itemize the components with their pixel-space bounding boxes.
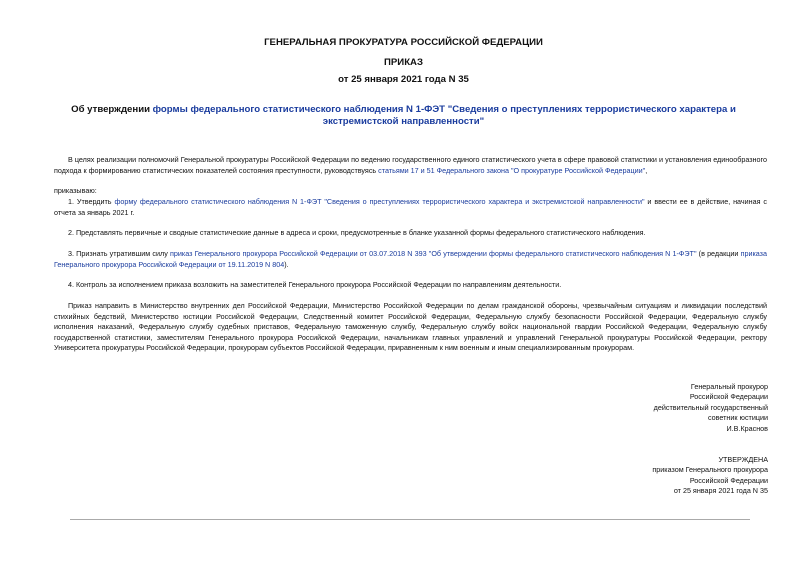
- approval-line-3: Российской Федерации: [689, 475, 768, 485]
- order-word: приказываю:: [54, 186, 97, 195]
- signature-line-4: советник юстиции: [707, 413, 768, 423]
- amending-order-link[interactable]: приказа Генерального прокурора Российской Федерации от 19.11.2019 N 804: [54, 249, 767, 269]
- approval-block: [568, 455, 768, 497]
- divider-line: [70, 519, 750, 520]
- title-prefix: Об утверждении: [71, 104, 153, 115]
- item-4: 4. Контроль за исполнением приказа возложить на заместителей Генерального прокурора Российской Федерации по направлениям деятельности.: [68, 280, 562, 289]
- item-3: [54, 249, 767, 270]
- title-form-link[interactable]: формы федерального статистического наблюдения N 1-ФЭТ "Сведения о преступлениях террористического характера и экстремистской направленности": [152, 104, 736, 127]
- signature-block: [568, 382, 768, 434]
- law-articles-link[interactable]: статьями 17 и 51 Федерального закона "О прокуратуре Российской Федерации": [378, 165, 646, 175]
- repealed-order-link[interactable]: приказ Генерального прокурора Российской Федерации от 03.07.2018 N 393 "Об утверждении формы федерального статистического наблюдения N 1-ФЭТ": [169, 249, 697, 258]
- signature-line-3: действительный государственный: [653, 402, 768, 412]
- preamble-suffix: ,: [645, 165, 648, 175]
- item-1-prefix: 1. Утвердить: [68, 197, 115, 206]
- approval-line-4: от 25 января 2021 года N 35: [673, 486, 768, 496]
- item-3-prefix: 3. Признать утратившим силу: [68, 249, 170, 258]
- preamble-text: В целях реализации полномочий Генеральной прокуратуры Российской Федерации по ведению государственного единого статистического учета в сфере правовой статистики и установления единообразного подхода к формированию статистических показателей состояния преступности, руководствуясь: [54, 155, 767, 175]
- item-2: 2. Представлять первичные и сводные статистические данные в адреса и сроки, предусмотренные в бланке указанной формы федерального статистического наблюдения.: [68, 228, 646, 237]
- approval-line-2: приказом Генерального прокурора: [652, 465, 768, 475]
- signature-name: И.В.Краснов: [726, 423, 768, 433]
- signature-line-1: Генеральный прокурор: [690, 382, 768, 391]
- item-1-suffix: и ввести ее в действие, начиная с отчета за январь 2021 г.: [54, 197, 767, 217]
- item-3-mid: (в редакции: [696, 249, 741, 258]
- preamble-paragraph: [54, 155, 767, 176]
- org-name: ГЕНЕРАЛЬНАЯ ПРОКУРАТУРА РОССИЙСКОЙ ФЕДЕРАЦИИ: [264, 37, 543, 48]
- distribution-paragraph: Приказ направить в Министерство внутренних дел Российской Федерации, Министерство Российской Федерации по делам гражданской обороны, чрезвычайным ситуациям и ликвидации последствий стихийных бедствий, Министерство юстиции Российской Федерации, Следственный комитет Российской Федерации, Федеральную службу безопасности Российской Федерации, Федеральную службу исполнения наказаний, Федеральную службу судебных приставов, Федеральную таможенную службу, Федеральную службу войск национальной гвардии Российской Федерации, Федеральную службу государственной статистики, заместителям Генерального прокурора Российской Федерации, начальникам главных управлений и управлений Генеральной прокуратуры Российской Федерации, ректору Университета прокуратуры Российской Федерации, прокурорам субъектов Российской Федерации, приравненным к ним военным и иным специализированным прокурорам.: [54, 301, 767, 353]
- signature-line-2: Российской Федерации: [689, 392, 768, 402]
- approval-line-1: УТВЕРЖДЕНА: [718, 455, 768, 464]
- item-1: [54, 197, 767, 218]
- document-title: [70, 104, 737, 128]
- doc-date-number: от 25 января 2021 года N 35: [338, 74, 469, 85]
- doc-type: ПРИКАЗ: [384, 57, 423, 68]
- form-link[interactable]: форму федерального статистического наблюдения N 1-ФЭТ "Сведения о преступлениях террористического характера и экстремистской направленности": [114, 197, 645, 206]
- item-3-suffix: ).: [284, 259, 289, 269]
